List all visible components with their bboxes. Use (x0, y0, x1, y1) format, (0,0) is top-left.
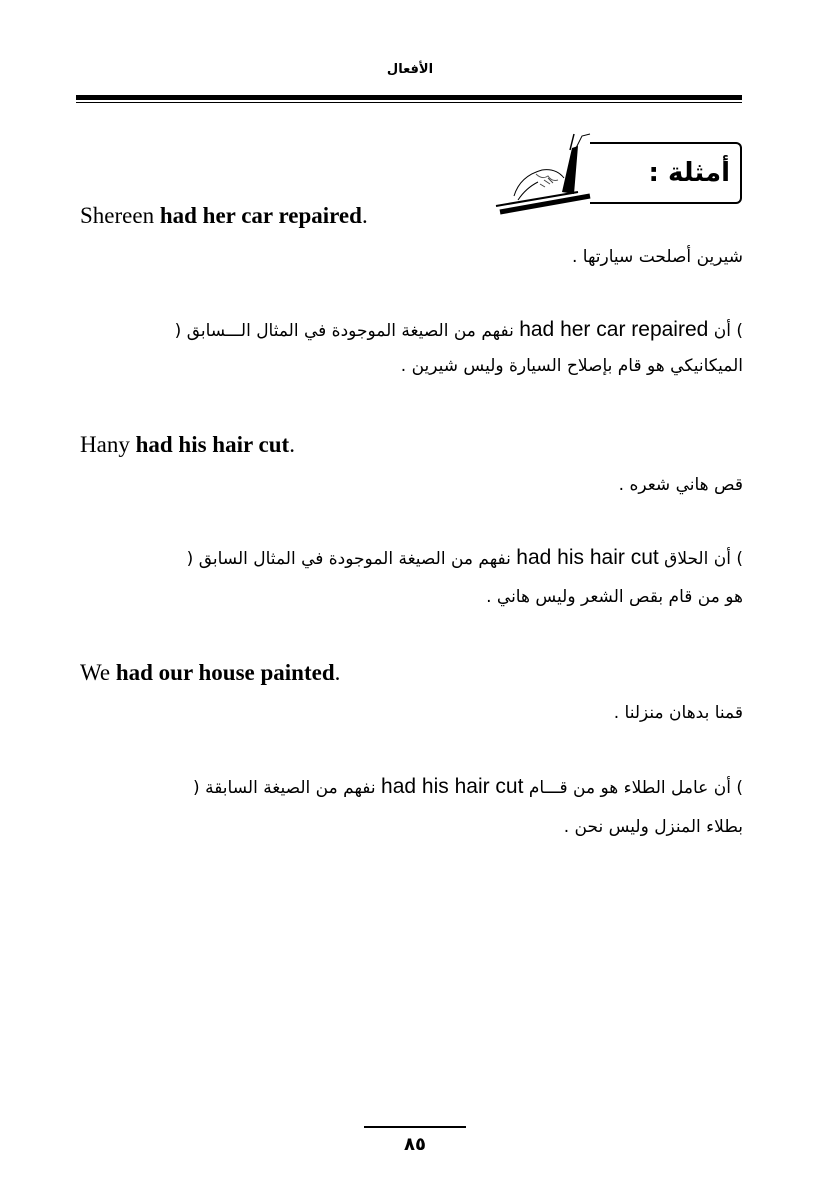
example-explanation: ) أن عامل الطلاء هو من قـــام had his hair cut نفهم من الصيغة السابقة ( (193, 775, 743, 798)
example-translation: شيرين أصلحت سيارتها . (571, 247, 743, 267)
example-explanation: ) أن had her car repaired نفهم من الصيغة الموجودة في المثال الـــسابق ( (174, 318, 743, 341)
example-explanation-line2: هو من قام بقص الشعر وليس هاني . (486, 587, 743, 607)
example-translation: قمنا بدهان منزلنا . (613, 703, 743, 723)
example-translation: قص هاني شعره . (618, 475, 743, 495)
hand-writing-icon (478, 130, 598, 218)
header-rule-thin (76, 102, 742, 103)
example-sentence: Shereen had her car repaired. (80, 203, 368, 228)
page-header-title: الأفعال (386, 62, 434, 77)
examples-banner (478, 130, 744, 218)
footer-rule (364, 1126, 466, 1128)
banner-label: أمثلة : (648, 158, 730, 188)
example-explanation-line2: الميكانيكي هو قام بإصلاح السيارة وليس شيرين . (400, 356, 743, 376)
example-sentence: We had our house painted. (80, 660, 341, 685)
example-explanation-line2: بطلاء المنزل وليس نحن . (563, 817, 743, 837)
page-number: ٨٥ (404, 1134, 426, 1155)
example-sentence: Hany had his hair cut. (80, 432, 295, 457)
example-explanation: ) أن الحلاق had his hair cut نفهم من الصيغة الموجودة في المثال السابق ( (186, 546, 743, 569)
header-rule-thick (76, 95, 742, 100)
